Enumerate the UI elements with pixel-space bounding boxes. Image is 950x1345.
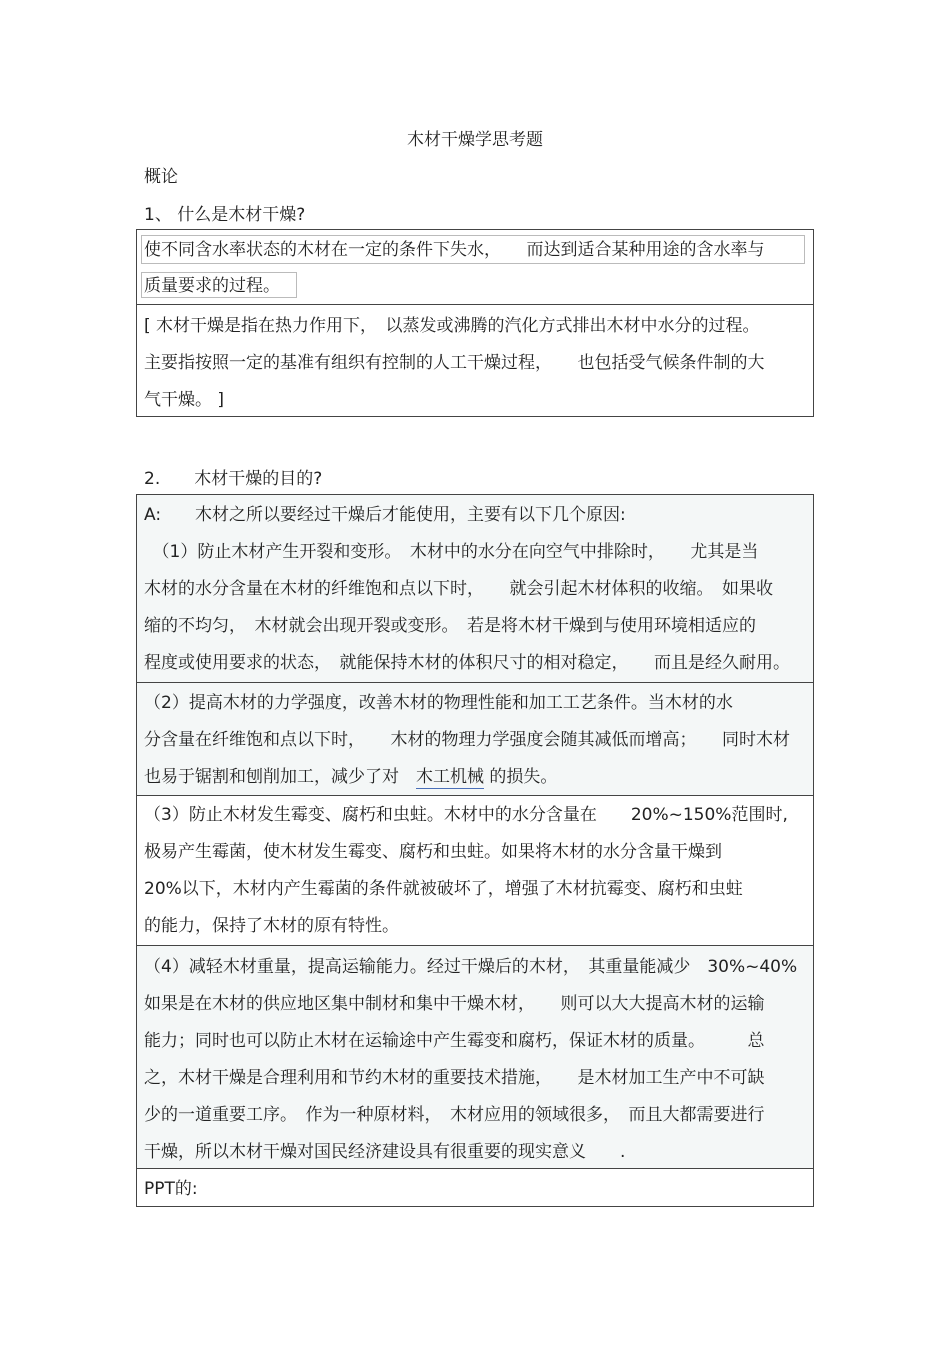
q2-para1-line: A: 木材之所以要经过干燥后才能使用，主要有以下几个原因: (144, 505, 626, 525)
q2-para3-line: 20%以下，木材内产生霉菌的条件就被破坏了，增强了木材抗霉变、腐朽和虫蛀 (144, 879, 743, 899)
q1-answer-box-2 (136, 304, 814, 417)
q2-answer-para-2 (136, 682, 814, 796)
q1-box1-line: 质量要求的过程。 (144, 276, 280, 296)
q2-ppt-box (136, 1168, 814, 1207)
q2-para3-line: 极易产生霉菌，使木材发生霉变、腐朽和虫蛀。如果将木材的水分含量干燥到 (144, 842, 722, 862)
q2-para1-line: （1）防止木材产生开裂和变形。 木材中的水分在向空气中排除时， 尤其是当 (144, 542, 759, 562)
ppt-label: PPT的: (144, 1179, 198, 1199)
q2-answer-para-1 (136, 494, 814, 683)
q2-para1-line: 木材的水分含量在木材的纤维饱和点以下时， 就会引起木材体积的收缩。 如果收 (144, 579, 773, 599)
q2-para3-line: （3）防止木材发生霉变、腐朽和虫蛀。木材中的水分含量在 20%~150%范围时, (144, 805, 788, 825)
q1-box2-line: 气干燥。 ] (144, 390, 225, 410)
q2-para4-line: 少的一道重要工序。 作为一种原材料， 木材应用的领域很多， 而且大都需要进行 (144, 1105, 765, 1125)
woodworking-machinery-link[interactable]: 木工机械 (416, 767, 484, 787)
question-2-heading: 2. 木材干燥的目的? (144, 469, 323, 489)
q2-para1-line: 程度或使用要求的状态， 就能保持木材的体积尺寸的相对稳定， 而且是经久耐用。 (144, 653, 790, 673)
q2-para4-line: 如果是在木材的供应地区集中制材和集中干燥木材， 则可以大大提高木材的运输 (144, 994, 765, 1014)
q2-answer-para-3 (136, 795, 814, 946)
section-heading: 概论 (144, 167, 178, 187)
q1-box1-line: 使不同含水率状态的木材在一定的条件下失水， 而达到适合某种用途的含水率与 (144, 240, 765, 260)
q2-para1-line: 缩的不均匀， 木材就会出现开裂或变形。 若是将木材干燥到与使用环境相适应的 (144, 616, 756, 636)
q2-para4-line: 之，木材干燥是合理利用和节约木材的重要技术措施， 是木材加工生产中不可缺 (144, 1068, 765, 1088)
q2-para4-line: （4）减轻木材重量，提高运输能力。经过干燥后的木材， 其重量能减少 30%~40% (144, 957, 798, 977)
q1-answer-box-1 (136, 229, 814, 305)
q1-box2-line: 主要指按照一定的基准有组织有控制的人工干燥过程， 也包括受气候条件制的大 (144, 353, 765, 373)
q2-para3-line: 的能力，保持了木材的原有特性。 (144, 916, 399, 936)
q2-para2-line (144, 766, 557, 788)
q2-answer-para-4 (136, 945, 814, 1169)
q2-para2-line3-post: 的损失。 (484, 767, 558, 787)
q2-para2-line: 分含量在纤维饱和点以下时， 木材的物理力学强度会随其减低而增高； 同时木材 (144, 730, 790, 750)
q2-para2-line3-pre: 也易于锯割和刨削加工，减少了对 (144, 767, 416, 787)
q2-para4-line: 能力；同时也可以防止木材在运输途中产生霉变和腐朽，保证木材的质量。 总 (144, 1031, 765, 1051)
q1-box2-line: [ 木材干燥是指在热力作用下， 以蒸发或沸腾的汽化方式排出木材中水分的过程。 (144, 316, 760, 336)
q2-para4-line: 干燥，所以木材干燥对国民经济建设具有很重要的现实意义 . (144, 1142, 626, 1162)
page-title: 木材干燥学思考题 (407, 130, 543, 150)
q2-para2-line: （2）提高木材的力学强度，改善木材的物理性能和加工工艺条件。当木材的水 (144, 693, 733, 713)
question-1-heading: 1、 什么是木材干燥? (144, 205, 306, 225)
